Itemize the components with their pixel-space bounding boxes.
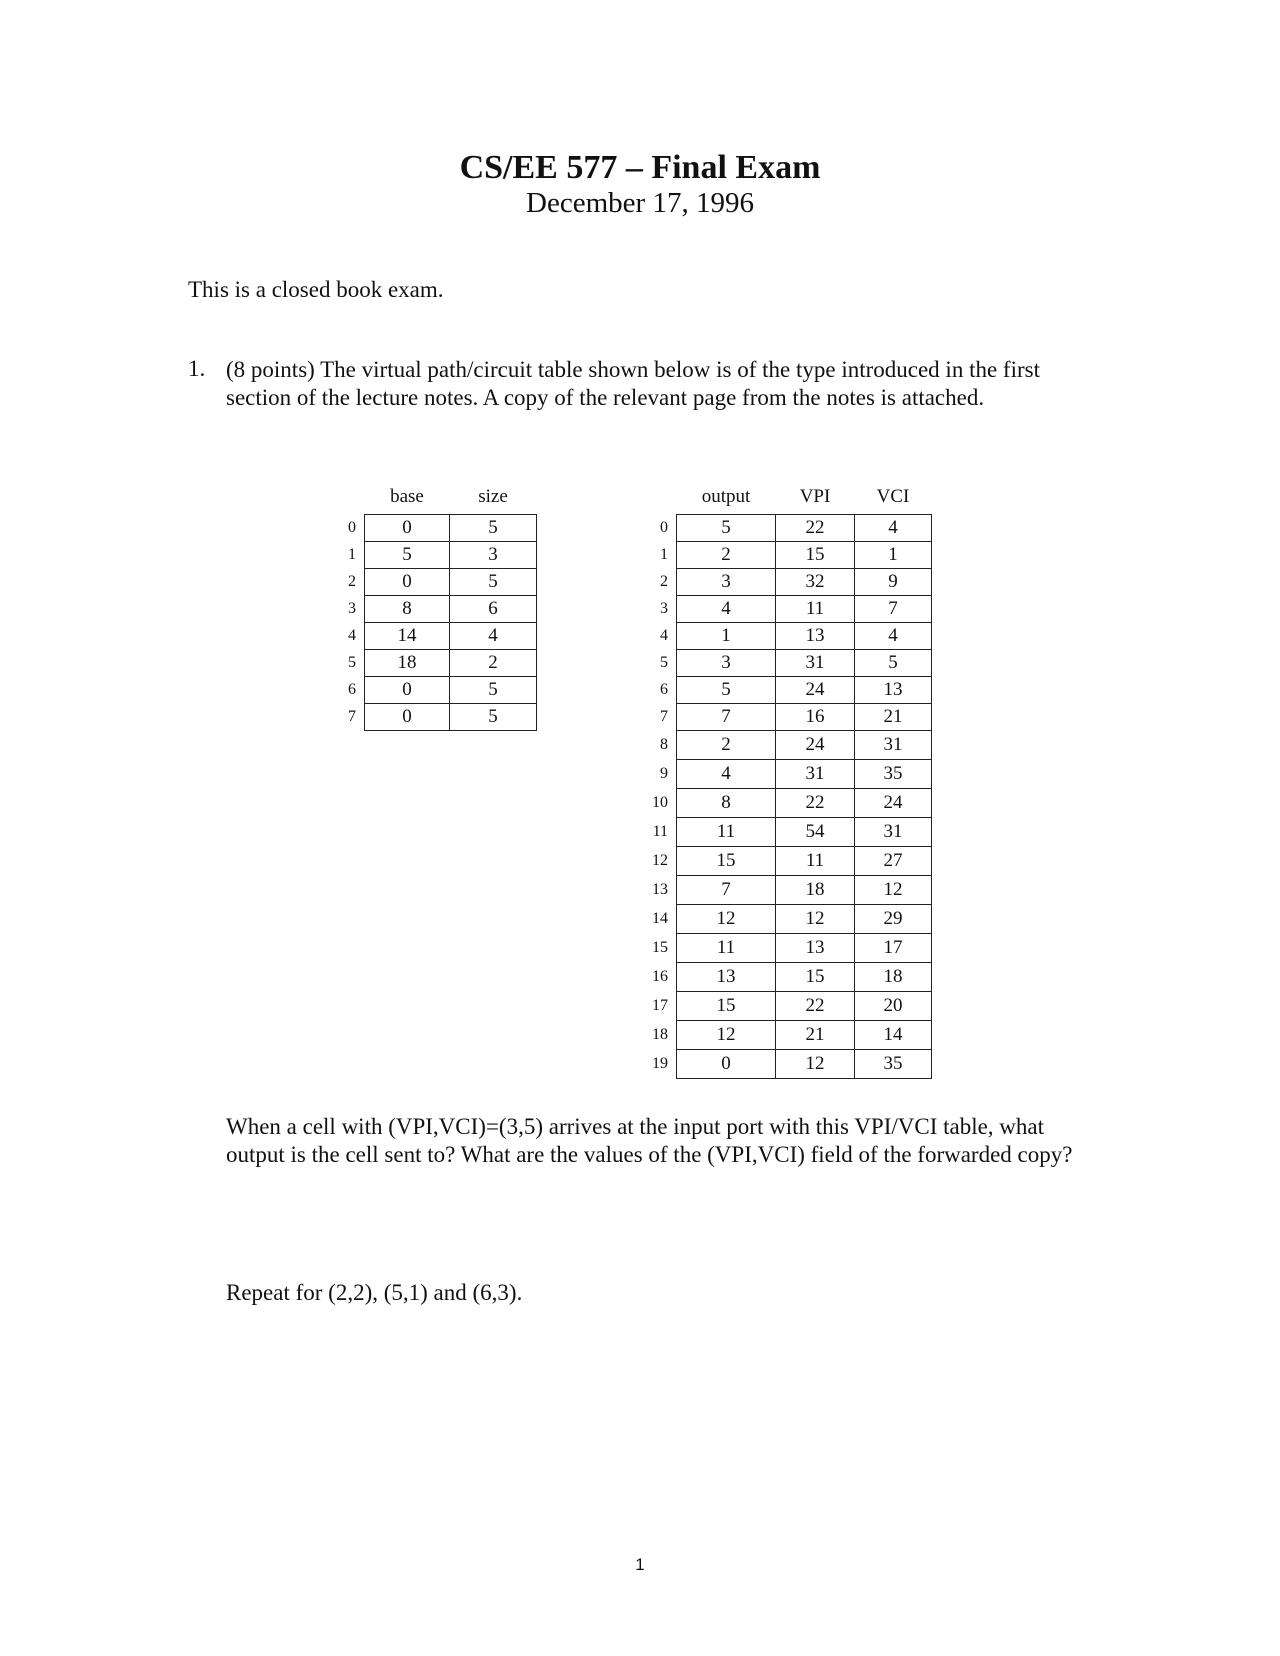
vci-cell: 7: [855, 596, 932, 623]
segment-header-index: [320, 486, 365, 515]
vci-cell: 12: [855, 876, 932, 905]
output-cell: 3: [677, 569, 776, 596]
vpi-cell: 12: [776, 1050, 855, 1079]
row-index: 6: [660, 681, 668, 698]
output-cell: 2: [677, 542, 776, 569]
vc-table-row: [628, 704, 932, 731]
base-cell: 0: [365, 569, 450, 596]
output-cell: 0: [677, 1050, 776, 1079]
output-cell: 11: [677, 818, 776, 847]
vc-table: [628, 486, 932, 1079]
vc-header-vpi: VPI: [799, 486, 831, 507]
output-cell: 1: [677, 623, 776, 650]
segment-table-row: [320, 596, 537, 623]
vci-cell: 5: [855, 650, 932, 677]
vci-cell: 27: [855, 847, 932, 876]
vpi-cell: 12: [776, 905, 855, 934]
vc-header-index: [628, 486, 677, 515]
vci-cell: 14: [855, 1021, 932, 1050]
vpi-cell: 13: [776, 623, 855, 650]
size-cell: 3: [450, 542, 537, 569]
vci-cell: 24: [855, 789, 932, 818]
row-index: 8: [660, 736, 668, 753]
segment-table-header-row: [320, 486, 537, 515]
vc-table-header-row: [628, 486, 932, 515]
size-cell: 5: [450, 677, 537, 704]
row-index: 0: [660, 519, 668, 536]
row-index: 17: [652, 997, 668, 1014]
vci-cell: 35: [855, 760, 932, 789]
vpi-cell: 11: [776, 596, 855, 623]
vc-table-row: [628, 569, 932, 596]
vci-cell: 31: [855, 818, 932, 847]
vc-header-output: output: [701, 486, 751, 507]
segment-header-size: size: [478, 486, 508, 507]
row-index: 16: [652, 968, 668, 985]
output-cell: 13: [677, 963, 776, 992]
vci-cell: 1: [855, 542, 932, 569]
vci-cell: 4: [855, 623, 932, 650]
row-index: 6: [348, 681, 356, 698]
vpi-cell: 15: [776, 542, 855, 569]
segment-table-row: [320, 623, 537, 650]
vc-table-row: [628, 992, 932, 1021]
vc-table-row: [628, 876, 932, 905]
segment-table-row: [320, 650, 537, 677]
size-cell: 2: [450, 650, 537, 677]
output-cell: 8: [677, 789, 776, 818]
segment-table-row: [320, 569, 537, 596]
row-index: 5: [660, 654, 668, 671]
row-index: 3: [660, 600, 668, 617]
output-cell: 5: [677, 515, 776, 542]
size-cell: 5: [450, 704, 537, 731]
exam-title: CS/EE 577 – Final Exam: [459, 149, 821, 186]
question-number: 1.: [188, 356, 206, 381]
row-index: 19: [652, 1055, 668, 1072]
vci-cell: 35: [855, 1050, 932, 1079]
vc-table-row: [628, 1050, 932, 1079]
row-index: 4: [348, 627, 356, 644]
vc-table-row: [628, 623, 932, 650]
vc-table-row: [628, 934, 932, 963]
question-text: (8 points) The virtual path/circuit table shown below is of the type introduced in the first section of the lecture notes. A copy of the relevant page from the notes is attached.: [226, 357, 1040, 410]
vpi-cell: 15: [776, 963, 855, 992]
output-cell: 12: [677, 905, 776, 934]
output-cell: 4: [677, 760, 776, 789]
row-index: 11: [652, 823, 668, 840]
vci-cell: 9: [855, 569, 932, 596]
output-cell: 11: [677, 934, 776, 963]
vpi-cell: 24: [776, 677, 855, 704]
vpi-cell: 13: [776, 934, 855, 963]
output-cell: 15: [677, 992, 776, 1021]
vpi-cell: 31: [776, 760, 855, 789]
base-cell: 0: [365, 677, 450, 704]
vc-table-row: [628, 1021, 932, 1050]
vpi-cell: 31: [776, 650, 855, 677]
vpi-cell: 16: [776, 704, 855, 731]
vpi-cell: 22: [776, 789, 855, 818]
base-cell: 18: [365, 650, 450, 677]
row-index: 4: [660, 627, 668, 644]
segment-table: [320, 486, 537, 731]
row-index: 18: [652, 1026, 668, 1043]
vci-cell: 20: [855, 992, 932, 1021]
row-index: 1: [348, 546, 356, 563]
vpi-cell: 21: [776, 1021, 855, 1050]
row-index: 5: [348, 654, 356, 671]
vc-table-row: [628, 650, 932, 677]
segment-table-row: [320, 515, 537, 542]
vc-table-row: [628, 515, 932, 542]
repeat-paragraph: Repeat for (2,2), (5,1) and (6,3).: [226, 1280, 523, 1305]
vc-table-row: [628, 963, 932, 992]
vci-cell: 29: [855, 905, 932, 934]
vc-table-row: [628, 677, 932, 704]
size-cell: 4: [450, 623, 537, 650]
vci-cell: 21: [855, 704, 932, 731]
vpi-cell: 54: [776, 818, 855, 847]
base-cell: 14: [365, 623, 450, 650]
vci-cell: 13: [855, 677, 932, 704]
intro-text: This is a closed book exam.: [188, 277, 444, 302]
segment-header-base: base: [390, 486, 424, 507]
exam-date: December 17, 1996: [526, 187, 754, 219]
segment-table-row: [320, 677, 537, 704]
vci-cell: 4: [855, 515, 932, 542]
base-cell: 0: [365, 515, 450, 542]
vc-table-row: [628, 731, 932, 760]
vpi-cell: 22: [776, 992, 855, 1021]
row-index: 13: [652, 881, 668, 898]
vpi-cell: 24: [776, 731, 855, 760]
vci-cell: 18: [855, 963, 932, 992]
vci-cell: 17: [855, 934, 932, 963]
size-cell: 5: [450, 515, 537, 542]
segment-table-row: [320, 704, 537, 731]
vc-table-row: [628, 905, 932, 934]
output-cell: 4: [677, 596, 776, 623]
output-cell: 3: [677, 650, 776, 677]
output-cell: 7: [677, 704, 776, 731]
row-index: 2: [348, 573, 356, 590]
output-cell: 2: [677, 731, 776, 760]
row-index: 7: [348, 708, 356, 725]
vc-table-row: [628, 818, 932, 847]
vc-table-row: [628, 596, 932, 623]
row-index: 9: [660, 765, 668, 782]
vc-table-row: [628, 760, 932, 789]
size-cell: 5: [450, 569, 537, 596]
vc-table-row: [628, 789, 932, 818]
row-index: 7: [660, 708, 668, 725]
row-index: 0: [348, 519, 356, 536]
page-number: 1: [635, 1555, 645, 1574]
output-cell: 15: [677, 847, 776, 876]
vpi-cell: 11: [776, 847, 855, 876]
row-index: 14: [652, 910, 668, 927]
output-cell: 12: [677, 1021, 776, 1050]
row-index: 10: [652, 794, 668, 811]
base-cell: 0: [365, 704, 450, 731]
vpi-cell: 32: [776, 569, 855, 596]
question-paragraph: When a cell with (VPI,VCI)=(3,5) arrives at the input port with this VPI/VCI table, what output is the cell sent to? What are the values of the (VPI,VCI) field of the forwarded copy?: [226, 1114, 1073, 1167]
row-index: 2: [660, 573, 668, 590]
row-index: 15: [652, 939, 668, 956]
vpi-cell: 22: [776, 515, 855, 542]
base-cell: 5: [365, 542, 450, 569]
vci-cell: 31: [855, 731, 932, 760]
row-index: 1: [660, 546, 668, 563]
segment-table-row: [320, 542, 537, 569]
vpi-cell: 18: [776, 876, 855, 905]
vc-table-row: [628, 542, 932, 569]
output-cell: 7: [677, 876, 776, 905]
vc-table-row: [628, 847, 932, 876]
base-cell: 8: [365, 596, 450, 623]
size-cell: 6: [450, 596, 537, 623]
row-index: 12: [652, 852, 668, 869]
output-cell: 5: [677, 677, 776, 704]
row-index: 3: [348, 600, 356, 617]
vc-header-vci: VCI: [876, 486, 910, 507]
